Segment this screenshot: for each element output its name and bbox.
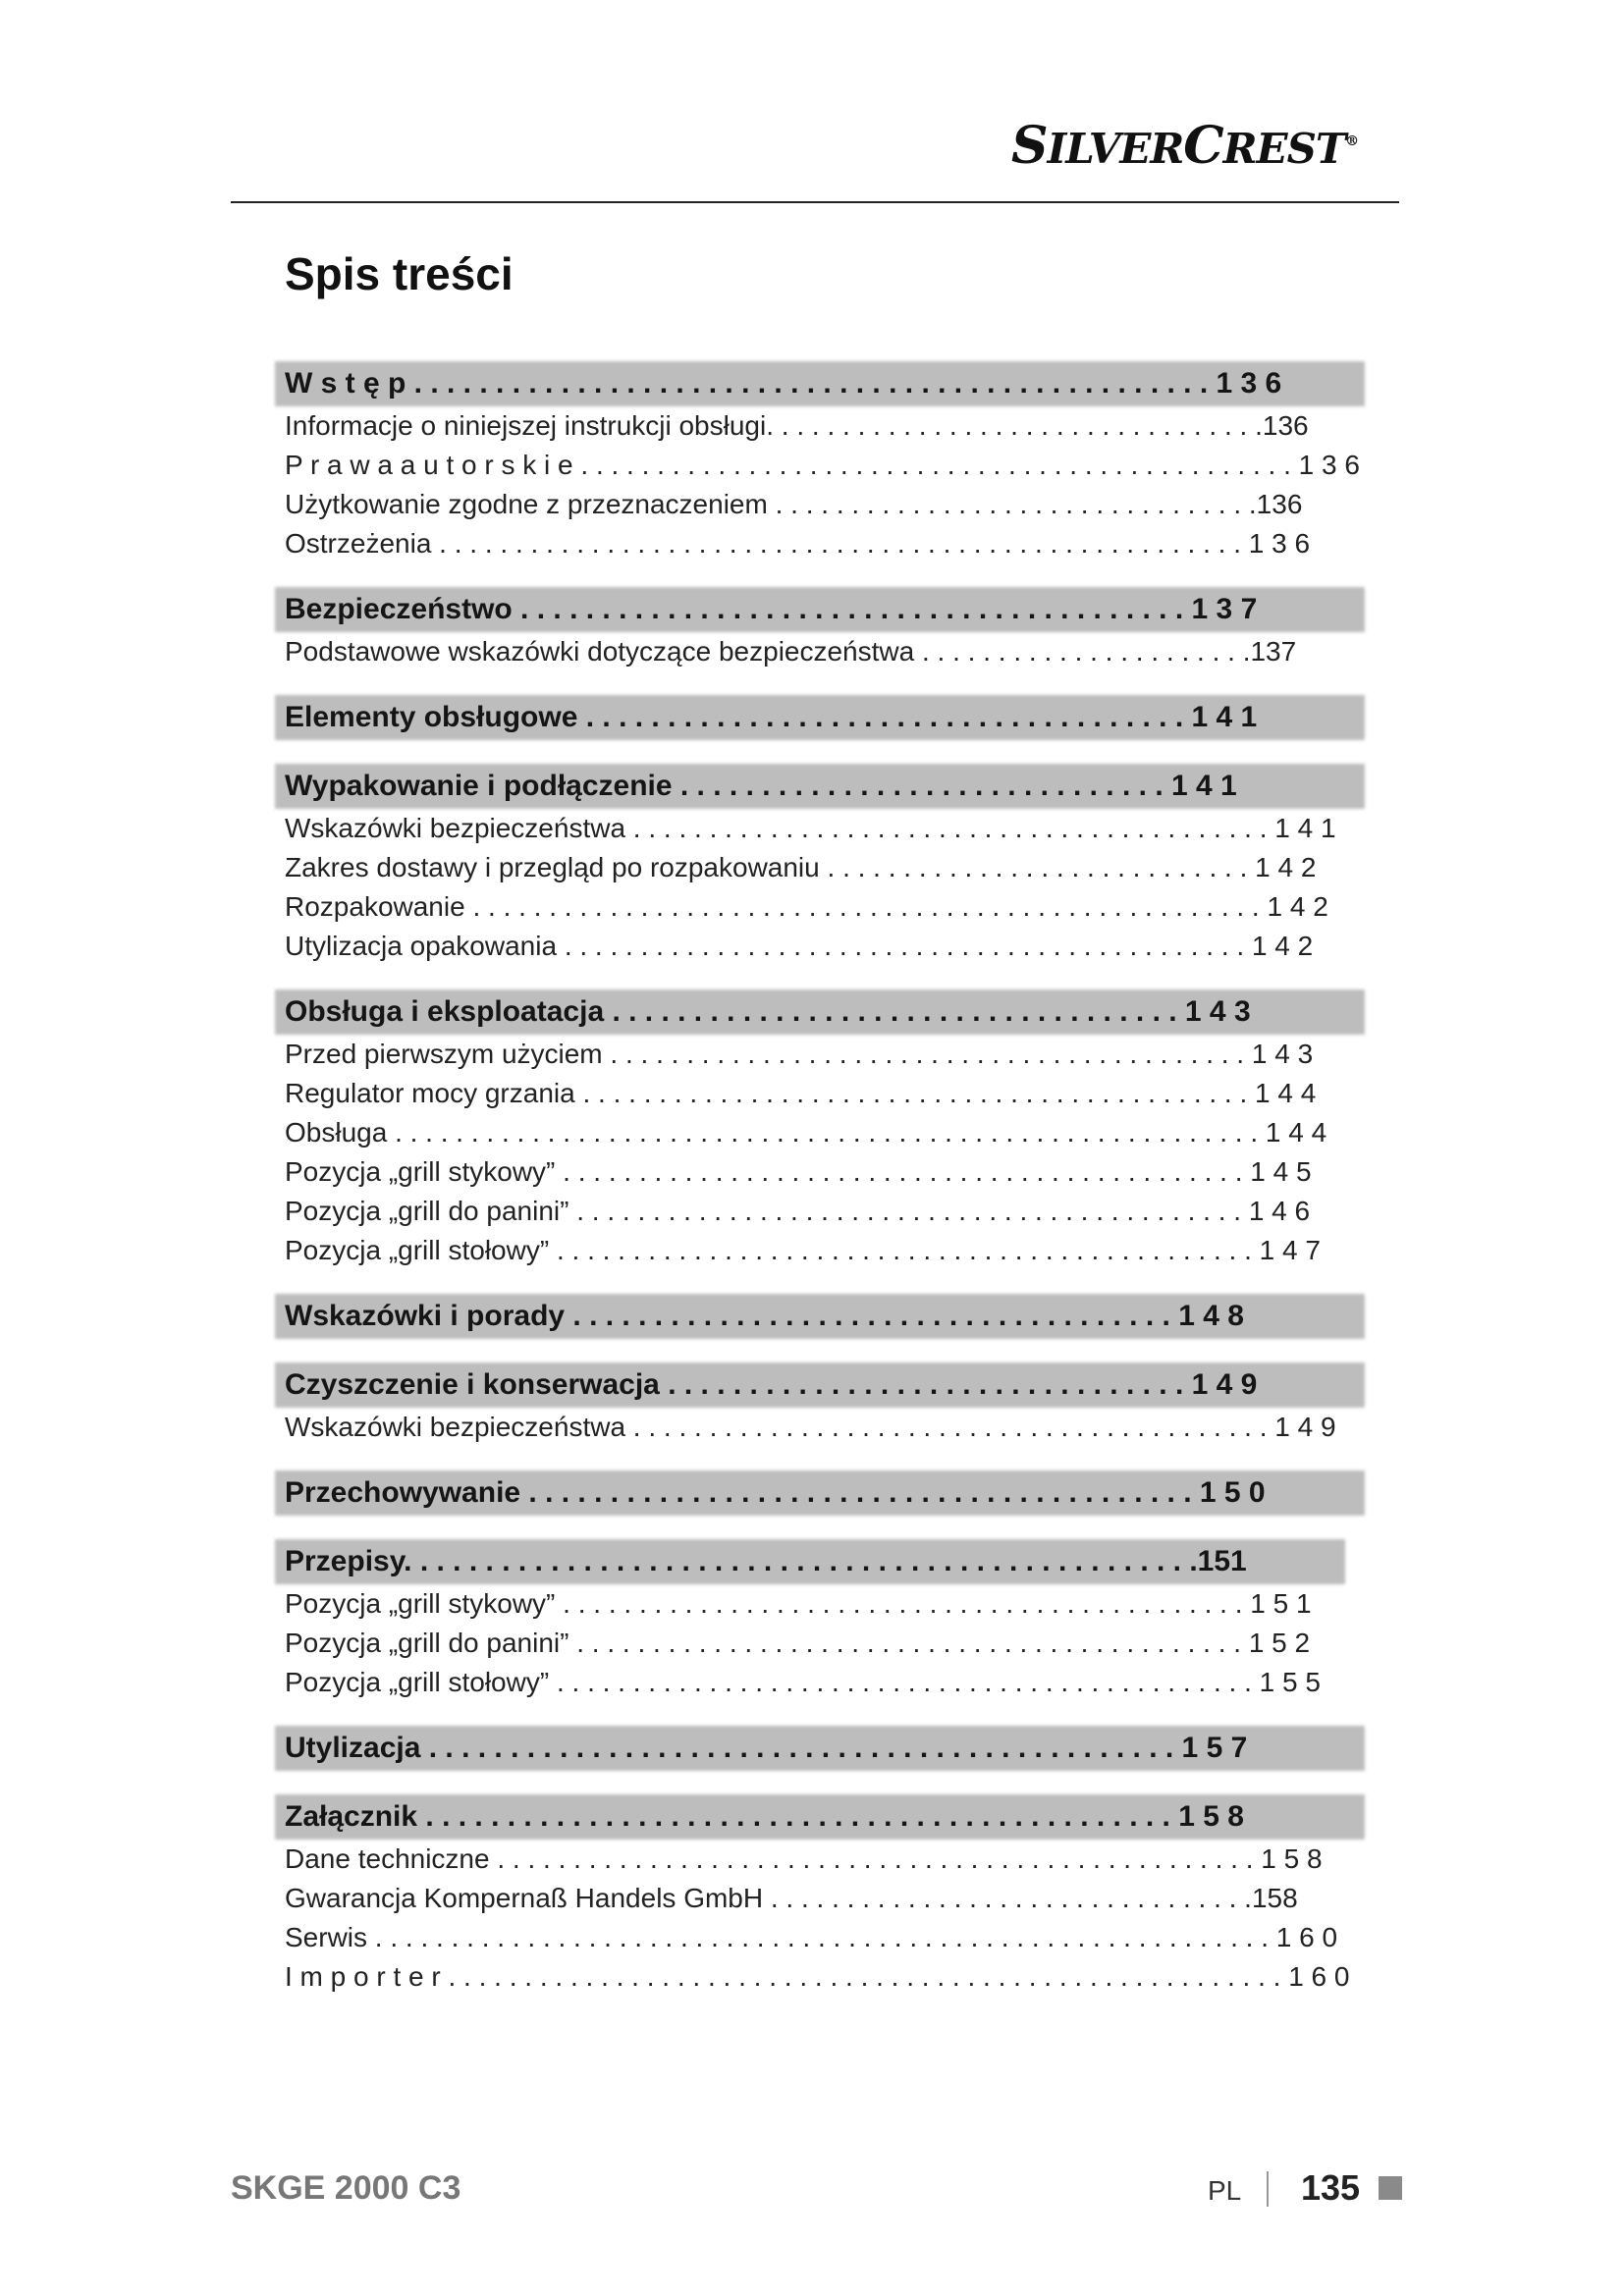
page-title: Spis treści <box>285 248 514 299</box>
toc-section <box>275 989 1365 1035</box>
silvercrest-logo: SILVERCREST® <box>1011 116 1359 176</box>
toc-entry: Serwis . . . . . . . . . . . . . . . . . . . . . . . . . . . . . . . . . . . . . . . . . . . . . . . . . . . . . . . . . . . 1 6 0 <box>285 1922 1338 1952</box>
toc-section-title: Bezpieczeństwo . . . . . . . . . . . . . . . . . . . . . . . . . . . . . . . . . . . . . . . . . 1 3 7 <box>285 593 1258 625</box>
toc-entry: Dane techniczne . . . . . . . . . . . . . . . . . . . . . . . . . . . . . . . . . . . . . . . . . . . . . . . . . . 1 5 8 <box>285 1843 1323 1874</box>
toc-section-title: W s t ę p . . . . . . . . . . . . . . . . . . . . . . . . . . . . . . . . . . . . . . . . . . . . . . . . . 1 3 6 <box>285 367 1282 400</box>
toc-entry: Użytkowanie zgodne z przeznaczeniem . . . . . . . . . . . . . . . . . . . . . . . . . . . . . . . .136 <box>285 489 1303 519</box>
toc-section-title: Elementy obsługowe . . . . . . . . . . . . . . . . . . . . . . . . . . . . . . . . . . . . . 1 4 1 <box>285 701 1258 733</box>
toc-entry: Podstawowe wskazówki dotyczące bezpieczeństwa . . . . . . . . . . . . . . . . . . . . . .137 <box>285 636 1297 667</box>
toc-entry: Rozpakowanie . . . . . . . . . . . . . . . . . . . . . . . . . . . . . . . . . . . . . . . . . . . . . . . . . . . . 1 4 2 <box>285 891 1328 922</box>
toc-section-title: Przechowywanie . . . . . . . . . . . . . . . . . . . . . . . . . . . . . . . . . . . . . . . . . 1 5 0 <box>285 1476 1266 1509</box>
toc-section <box>275 1726 1365 1771</box>
footer-page-number: 135 <box>1301 2167 1361 2208</box>
toc-entry: Wskazówki bezpieczeństwa . . . . . . . . . . . . . . . . . . . . . . . . . . . . . . . . . . . . . . . . . . 1 4 1 <box>285 813 1336 843</box>
toc-entry: Pozycja „grill stołowy” . . . . . . . . . . . . . . . . . . . . . . . . . . . . . . . . . . . . . . . . . . . . . . 1 4 7 <box>285 1235 1321 1265</box>
toc-section-title: Wypakowanie i podłączenie . . . . . . . . . . . . . . . . . . . . . . . . . . . . . . 1 4 1 <box>285 770 1237 802</box>
toc-section-title: Załącznik . . . . . . . . . . . . . . . . . . . . . . . . . . . . . . . . . . . . . . . . . . . . . . 1 5 8 <box>285 1800 1244 1833</box>
toc-entry: I m p o r t e r . . . . . . . . . . . . . . . . . . . . . . . . . . . . . . . . . . . . . . . . . . . . . . . . . . . . . . . 1 6 0 <box>285 1961 1350 1992</box>
toc-section <box>275 1470 1365 1516</box>
toc-section-title: Utylizacja . . . . . . . . . . . . . . . . . . . . . . . . . . . . . . . . . . . . . . . . . . . . . . 1 5 7 <box>285 1732 1248 1764</box>
toc-section <box>275 1362 1365 1408</box>
toc-section-title: Wskazówki i porady . . . . . . . . . . . . . . . . . . . . . . . . . . . . . . . . . . . . . 1 4 8 <box>285 1300 1244 1332</box>
table-of-contents <box>275 351 1492 1997</box>
toc-section <box>275 1294 1365 1339</box>
footer-square-marker <box>1379 2176 1402 2200</box>
toc-section <box>275 764 1365 809</box>
toc-section <box>275 587 1365 632</box>
toc-section-title: Obsługa i eksploatacja . . . . . . . . . . . . . . . . . . . . . . . . . . . . . . . . . . . 1 4 3 <box>285 995 1251 1028</box>
toc-entry: P r a w a a u t o r s k i e . . . . . . . . . . . . . . . . . . . . . . . . . . . . . . . . . . . . . . . . . . . . . . . 1 3 6 <box>285 450 1360 480</box>
toc-section-title: Przepisy. . . . . . . . . . . . . . . . . . . . . . . . . . . . . . . . . . . . . . . . . . . . . . . . .151 <box>285 1545 1247 1577</box>
toc-entry: Ostrzeżenia . . . . . . . . . . . . . . . . . . . . . . . . . . . . . . . . . . . . . . . . . . . . . . . . . . . . . 1 3 6 <box>285 528 1311 559</box>
toc-entry: Przed pierwszym użyciem . . . . . . . . . . . . . . . . . . . . . . . . . . . . . . . . . . . . . . . . . . 1 4 3 <box>285 1039 1314 1069</box>
toc-section <box>275 695 1365 740</box>
footer-language: PL <box>1208 2175 1242 2206</box>
toc-entry: Obsługa . . . . . . . . . . . . . . . . . . . . . . . . . . . . . . . . . . . . . . . . . . . . . . . . . . . . . . . . . 1 4 4 <box>285 1117 1327 1148</box>
toc-section <box>275 1539 1345 1584</box>
toc-section <box>275 1794 1365 1840</box>
toc-entry: Utylizacja opakowania . . . . . . . . . . . . . . . . . . . . . . . . . . . . . . . . . . . . . . . . . . . . . 1 4 2 <box>285 931 1314 961</box>
header-rule <box>231 201 1399 203</box>
toc-entry: Informacje o niniejszej instrukcji obsługi. . . . . . . . . . . . . . . . . . . . . . . . . . . . . . . . .136 <box>285 410 1309 441</box>
toc-entry: Pozycja „grill stykowy” . . . . . . . . . . . . . . . . . . . . . . . . . . . . . . . . . . . . . . . . . . . . . 1 5 1 <box>285 1588 1312 1619</box>
toc-entry: Gwarancja Kompernaß Handels GmbH . . . . . . . . . . . . . . . . . . . . . . . . . . . . . . . .158 <box>285 1883 1298 1913</box>
toc-entry: Pozycja „grill stykowy” . . . . . . . . . . . . . . . . . . . . . . . . . . . . . . . . . . . . . . . . . . . . . 1 4 5 <box>285 1156 1312 1187</box>
toc-entry: Pozycja „grill do panini” . . . . . . . . . . . . . . . . . . . . . . . . . . . . . . . . . . . . . . . . . . . . 1 5 2 <box>285 1628 1311 1658</box>
toc-entry: Regulator mocy grzania . . . . . . . . . . . . . . . . . . . . . . . . . . . . . . . . . . . . . . . . . . . . 1 4 4 <box>285 1078 1317 1108</box>
toc-entry: Wskazówki bezpieczeństwa . . . . . . . . . . . . . . . . . . . . . . . . . . . . . . . . . . . . . . . . . . 1 4 9 <box>285 1412 1336 1442</box>
toc-entry: Pozycja „grill stołowy” . . . . . . . . . . . . . . . . . . . . . . . . . . . . . . . . . . . . . . . . . . . . . . 1 5 5 <box>285 1667 1321 1697</box>
toc-entry: Zakres dostawy i przegląd po rozpakowaniu . . . . . . . . . . . . . . . . . . . . . . . . . . . . 1 4 2 <box>285 852 1317 882</box>
footer-separator <box>1267 2171 1269 2207</box>
toc-section-title: Czyszczenie i konserwacja . . . . . . . . . . . . . . . . . . . . . . . . . . . . . . . . 1 4 9 <box>285 1368 1258 1401</box>
footer-model: SKGE 2000 C3 <box>231 2169 461 2207</box>
toc-entry: Pozycja „grill do panini” . . . . . . . . . . . . . . . . . . . . . . . . . . . . . . . . . . . . . . . . . . . . 1 4 6 <box>285 1196 1311 1226</box>
toc-section <box>275 361 1365 406</box>
